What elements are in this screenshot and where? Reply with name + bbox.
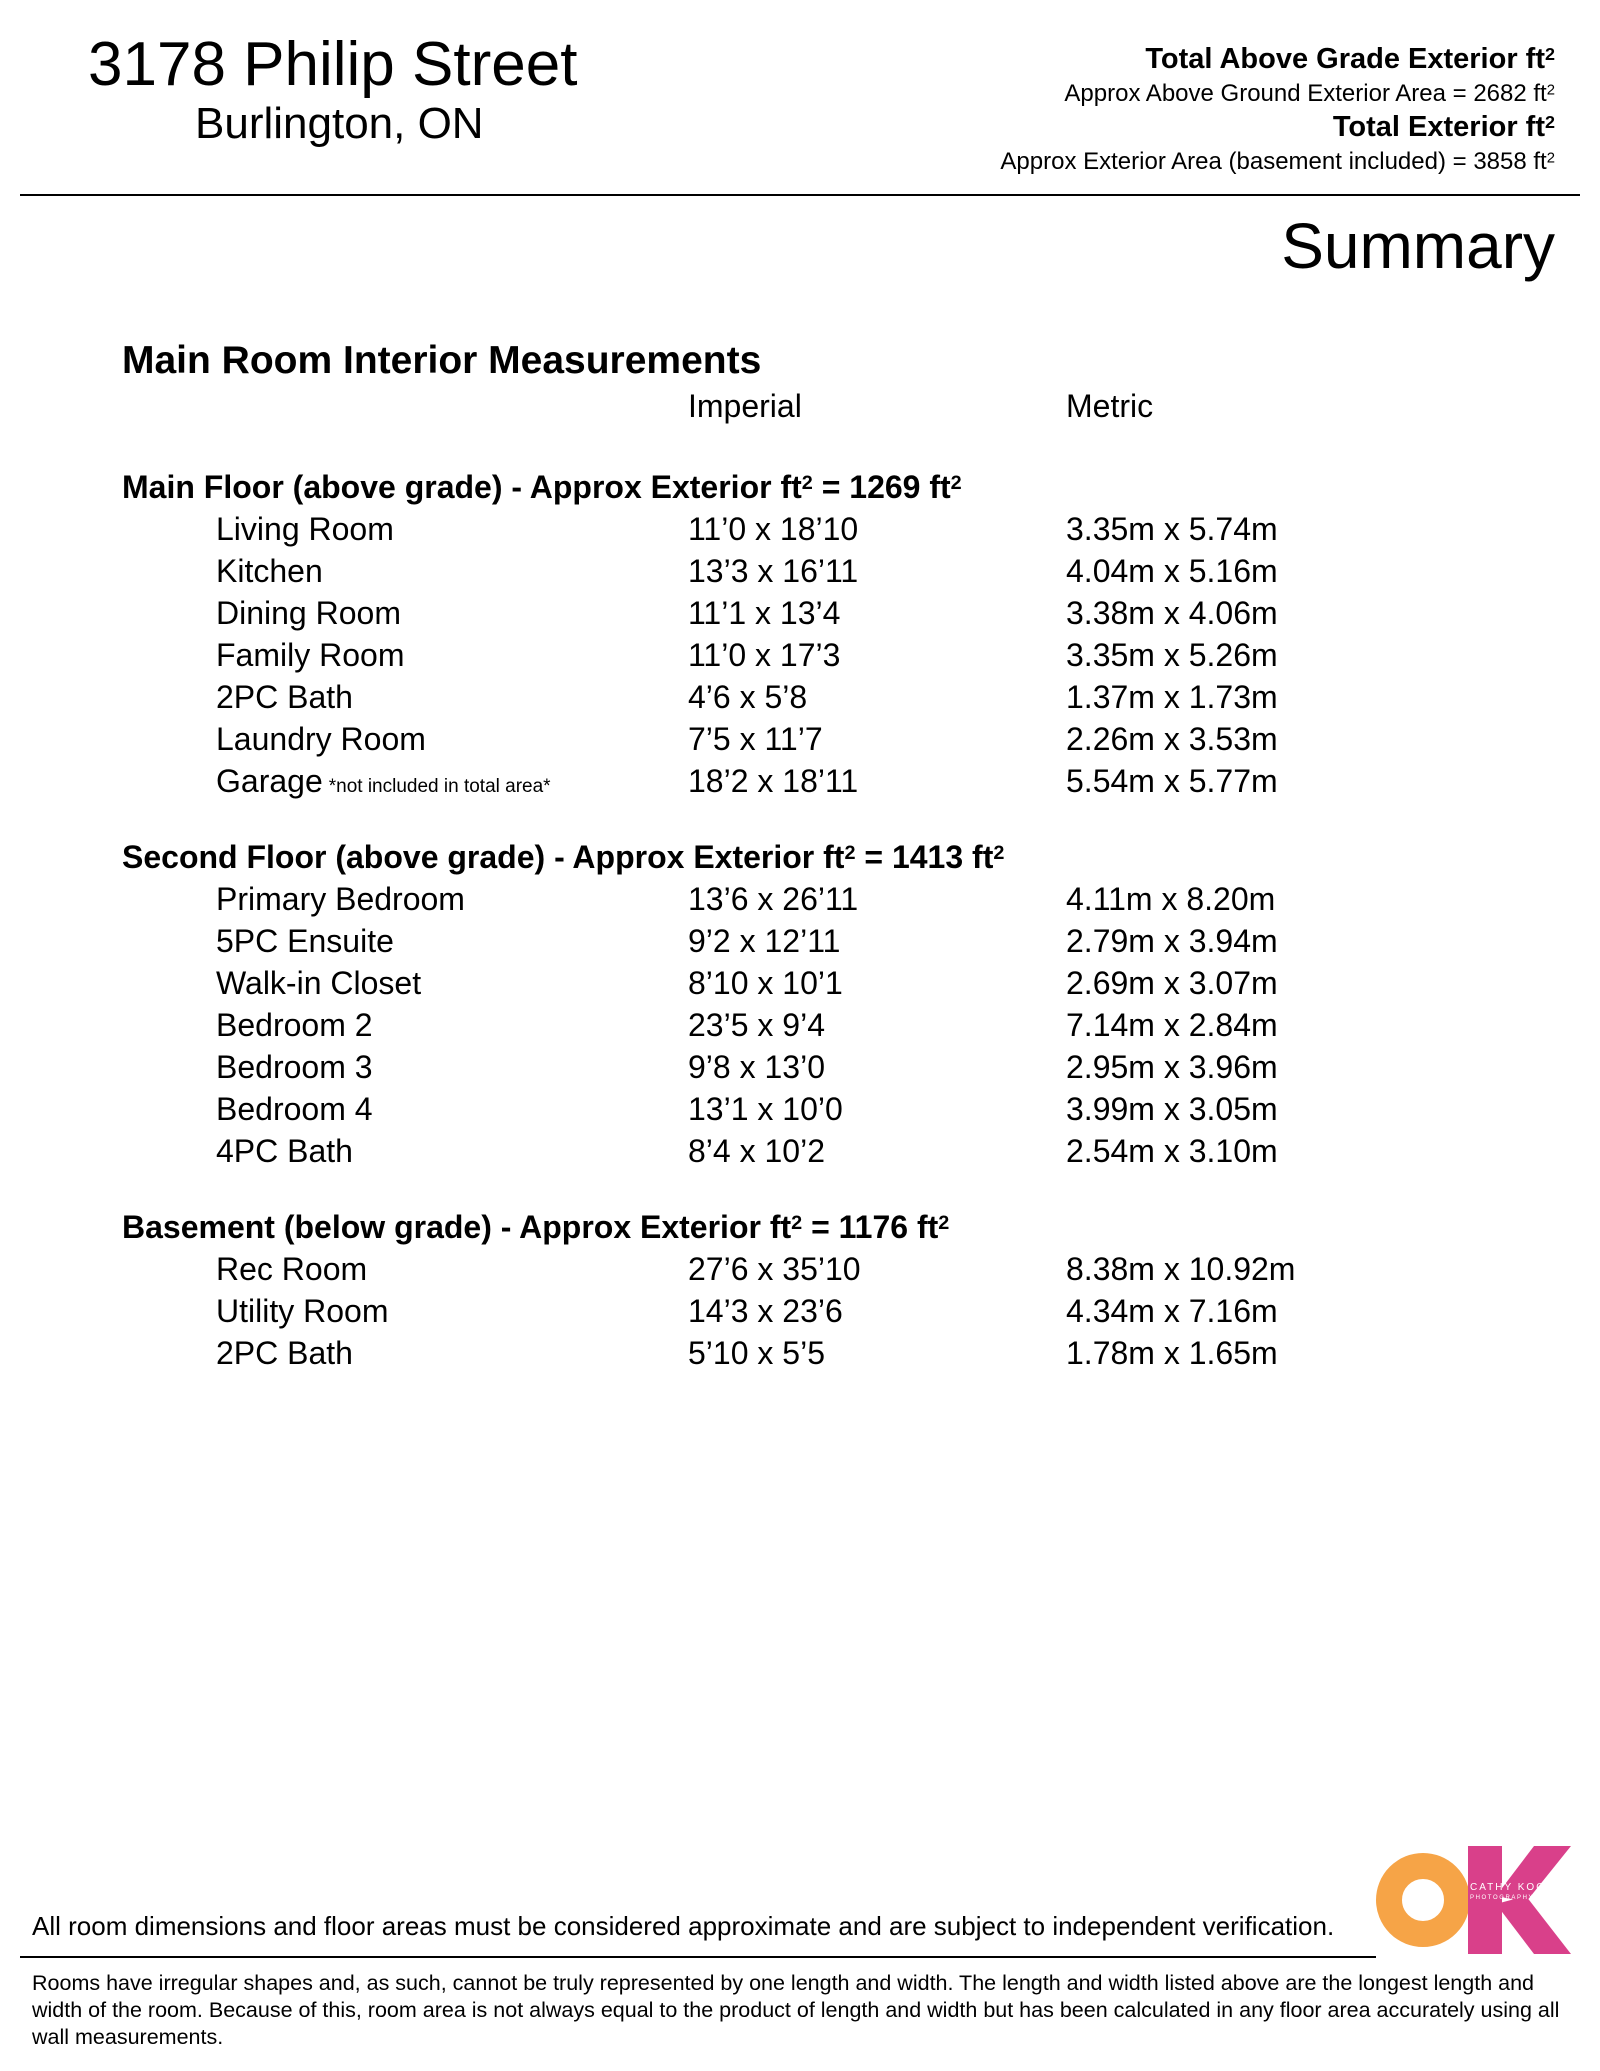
room-row	[122, 676, 1422, 718]
room-imperial: 18’2 x 18’11	[688, 763, 859, 799]
room-row	[122, 1130, 1422, 1172]
floor-heading	[122, 466, 1422, 508]
room-name-cell	[216, 920, 394, 962]
total-exterior-title	[1333, 110, 1555, 144]
room-row	[122, 1046, 1422, 1088]
room-name-cell	[216, 1046, 373, 1088]
floor-area-value: = 1269 ft	[812, 469, 951, 505]
above-grade-detail	[1064, 80, 1555, 108]
room-row	[122, 760, 1422, 802]
room-imperial: 23’5 x 9’4	[688, 1007, 825, 1043]
floor-area-value: = 1413 ft	[855, 839, 994, 875]
room-metric: 2.26m x 3.53m	[1066, 721, 1278, 757]
room-metric: 2.54m x 3.10m	[1066, 1133, 1278, 1169]
room-name-cell	[216, 878, 465, 920]
room-metric: 1.37m x 1.73m	[1066, 679, 1278, 715]
room-imperial: 9’2 x 12’11	[688, 923, 841, 959]
room-row	[122, 550, 1422, 592]
floor-section	[122, 1206, 1422, 1374]
room-metric: 2.69m x 3.07m	[1066, 965, 1278, 1001]
room-metric: 3.35m x 5.74m	[1066, 511, 1278, 547]
room-metric: 7.14m x 2.84m	[1066, 1007, 1278, 1043]
floor-section	[122, 466, 1422, 802]
room-name-cell	[216, 634, 404, 676]
room-imperial: 27’6 x 35’10	[688, 1251, 861, 1287]
room-name-cell	[216, 592, 401, 634]
superscript: 2	[993, 842, 1005, 865]
room-metric: 1.78m x 1.65m	[1066, 1335, 1278, 1371]
column-header-imperial: Imperial	[688, 388, 802, 424]
room-note: *not included in total area*	[328, 776, 551, 797]
room-name: Bedroom 4	[216, 1091, 373, 1127]
superscript: 2	[1545, 43, 1555, 64]
room-metric: 4.34m x 7.16m	[1066, 1293, 1278, 1329]
room-name-cell	[216, 718, 426, 760]
room-imperial: 5’10 x 5’5	[688, 1335, 825, 1371]
room-imperial: 7’5 x 11’7	[688, 721, 823, 757]
room-name-cell	[216, 1088, 373, 1130]
room-row	[122, 962, 1422, 1004]
address-line-1: 3178 Philip Street	[88, 30, 578, 99]
superscript: 2	[938, 1212, 950, 1235]
floor-section	[122, 836, 1422, 1172]
room-name: Family Room	[216, 637, 405, 673]
room-row	[122, 592, 1422, 634]
superscript: 2	[791, 1212, 803, 1235]
room-metric: 2.95m x 3.96m	[1066, 1049, 1278, 1085]
room-name: Dining Room	[216, 595, 401, 631]
room-name: Rec Room	[216, 1251, 368, 1287]
room-row	[122, 508, 1422, 550]
room-name: Walk-in Closet	[216, 965, 422, 1001]
room-name-cell	[216, 760, 551, 808]
room-metric: 8.38m x 10.92m	[1066, 1251, 1296, 1287]
floors-list	[122, 466, 1422, 1408]
logo-k-lower-arm	[1496, 1896, 1571, 1954]
room-row	[122, 718, 1422, 760]
room-name-cell	[216, 1248, 367, 1290]
room-imperial: 4’6 x 5’8	[688, 679, 808, 715]
room-name: 5PC Ensuite	[216, 923, 394, 959]
room-row	[122, 1332, 1422, 1374]
room-imperial: 8’4 x 10’2	[688, 1133, 825, 1169]
above-grade-title	[1145, 42, 1555, 76]
footer-divider	[20, 1956, 1376, 1958]
logo-letter-o	[1389, 1866, 1457, 1934]
room-row	[122, 920, 1422, 962]
room-name: Bedroom 2	[216, 1007, 373, 1043]
total-exterior-detail-text: Approx Exterior Area (basement included) = 3858 ft	[1000, 148, 1547, 175]
superscript: 2	[1546, 82, 1555, 99]
room-metric: 3.38m x 4.06m	[1066, 595, 1278, 631]
room-imperial: 11’0 x 18’10	[688, 511, 859, 547]
room-metric: 3.99m x 3.05m	[1066, 1091, 1278, 1127]
superscript: 2	[1546, 150, 1555, 167]
room-row	[122, 1088, 1422, 1130]
room-name-cell	[216, 508, 394, 550]
room-metric: 3.35m x 5.26m	[1066, 637, 1278, 673]
room-name: Living Room	[216, 511, 394, 547]
room-metric: 2.79m x 3.94m	[1066, 923, 1278, 959]
room-name: Bedroom 3	[216, 1049, 373, 1085]
room-name: Primary Bedroom	[216, 881, 465, 917]
header-divider	[20, 194, 1580, 196]
room-name: Garage	[216, 763, 323, 799]
room-metric: 4.04m x 5.16m	[1066, 553, 1278, 589]
room-name: Kitchen	[216, 553, 323, 589]
room-name-cell	[216, 1004, 373, 1046]
address-line-2: Burlington, ON	[195, 99, 484, 148]
room-name-cell	[216, 962, 421, 1004]
superscript: 2	[1545, 111, 1555, 132]
page-title: Summary	[1281, 210, 1555, 282]
room-name-cell	[216, 1130, 353, 1172]
superscript: 2	[950, 472, 962, 495]
room-imperial: 8’10 x 10’1	[688, 965, 843, 1001]
room-metric: 4.11m x 8.20m	[1066, 881, 1276, 917]
logo-k-upper-arm	[1496, 1846, 1571, 1902]
floor-heading	[122, 836, 1422, 878]
floor-heading-text: Second Floor (above grade) - Approx Exterior ft	[122, 839, 845, 875]
floor-heading-text: Main Floor (above grade) - Approx Exterior ft	[122, 469, 802, 505]
room-row	[122, 1290, 1422, 1332]
room-name-cell	[216, 1332, 353, 1374]
logo-subtitle-text: PHOTOGRAPHY	[1470, 1895, 1535, 1901]
room-imperial: 9’8 x 13’0	[688, 1049, 825, 1085]
room-row	[122, 878, 1422, 920]
room-name-cell	[216, 550, 323, 592]
room-row	[122, 634, 1422, 676]
room-name-cell	[216, 1290, 388, 1332]
room-name-cell	[216, 676, 353, 718]
logo-o-ring	[1389, 1866, 1457, 1934]
section-heading: Main Room Interior Measurements	[122, 339, 762, 382]
superscript: 2	[801, 472, 813, 495]
room-metric: 5.54m x 5.77m	[1066, 763, 1278, 799]
room-imperial: 13’3 x 16’11	[688, 553, 859, 589]
floor-heading-text: Basement (below grade) - Approx Exterior ft	[122, 1209, 792, 1245]
room-name: Laundry Room	[216, 721, 426, 757]
floor-area-value: = 1176 ft	[802, 1209, 939, 1245]
above-grade-detail-text: Approx Above Ground Exterior Area = 2682 ft	[1064, 80, 1547, 107]
total-exterior-detail	[1000, 148, 1555, 176]
room-imperial: 11’0 x 17’3	[688, 637, 841, 673]
room-row	[122, 1004, 1422, 1046]
logo-name-text: CATHY KOOP	[1470, 1882, 1555, 1893]
room-name: 4PC Bath	[216, 1133, 353, 1169]
room-imperial: 13’6 x 26’11	[688, 881, 859, 917]
disclaimer: All room dimensions and floor areas must be considered approximate and are subject to independent verification.	[32, 1911, 1335, 1941]
above-grade-title-text: Total Above Grade Exterior ft	[1145, 43, 1545, 75]
room-name: 2PC Bath	[216, 679, 353, 715]
column-header-metric: Metric	[1066, 388, 1154, 424]
floor-heading	[122, 1206, 1422, 1248]
room-imperial: 14’3 x 23’6	[688, 1293, 843, 1329]
room-name: 2PC Bath	[216, 1335, 353, 1371]
room-name: Utility Room	[216, 1293, 389, 1329]
room-imperial: 13’1 x 10’0	[688, 1091, 843, 1127]
total-exterior-title-text: Total Exterior ft	[1332, 111, 1545, 143]
cathy-koop-logo	[1376, 1846, 1571, 1954]
superscript: 2	[844, 842, 856, 865]
room-imperial: 11’1 x 13’4	[688, 595, 841, 631]
footnote: Rooms have irregular shapes and, as such, cannot be truly represented by one length and width. The length and width listed above are the longest length and width of the room. Because of this, room area is not always equal to the product of length and width but has been calculated in any floor area accurately using all wall measurements.	[32, 1971, 1560, 2049]
room-row	[122, 1248, 1422, 1290]
